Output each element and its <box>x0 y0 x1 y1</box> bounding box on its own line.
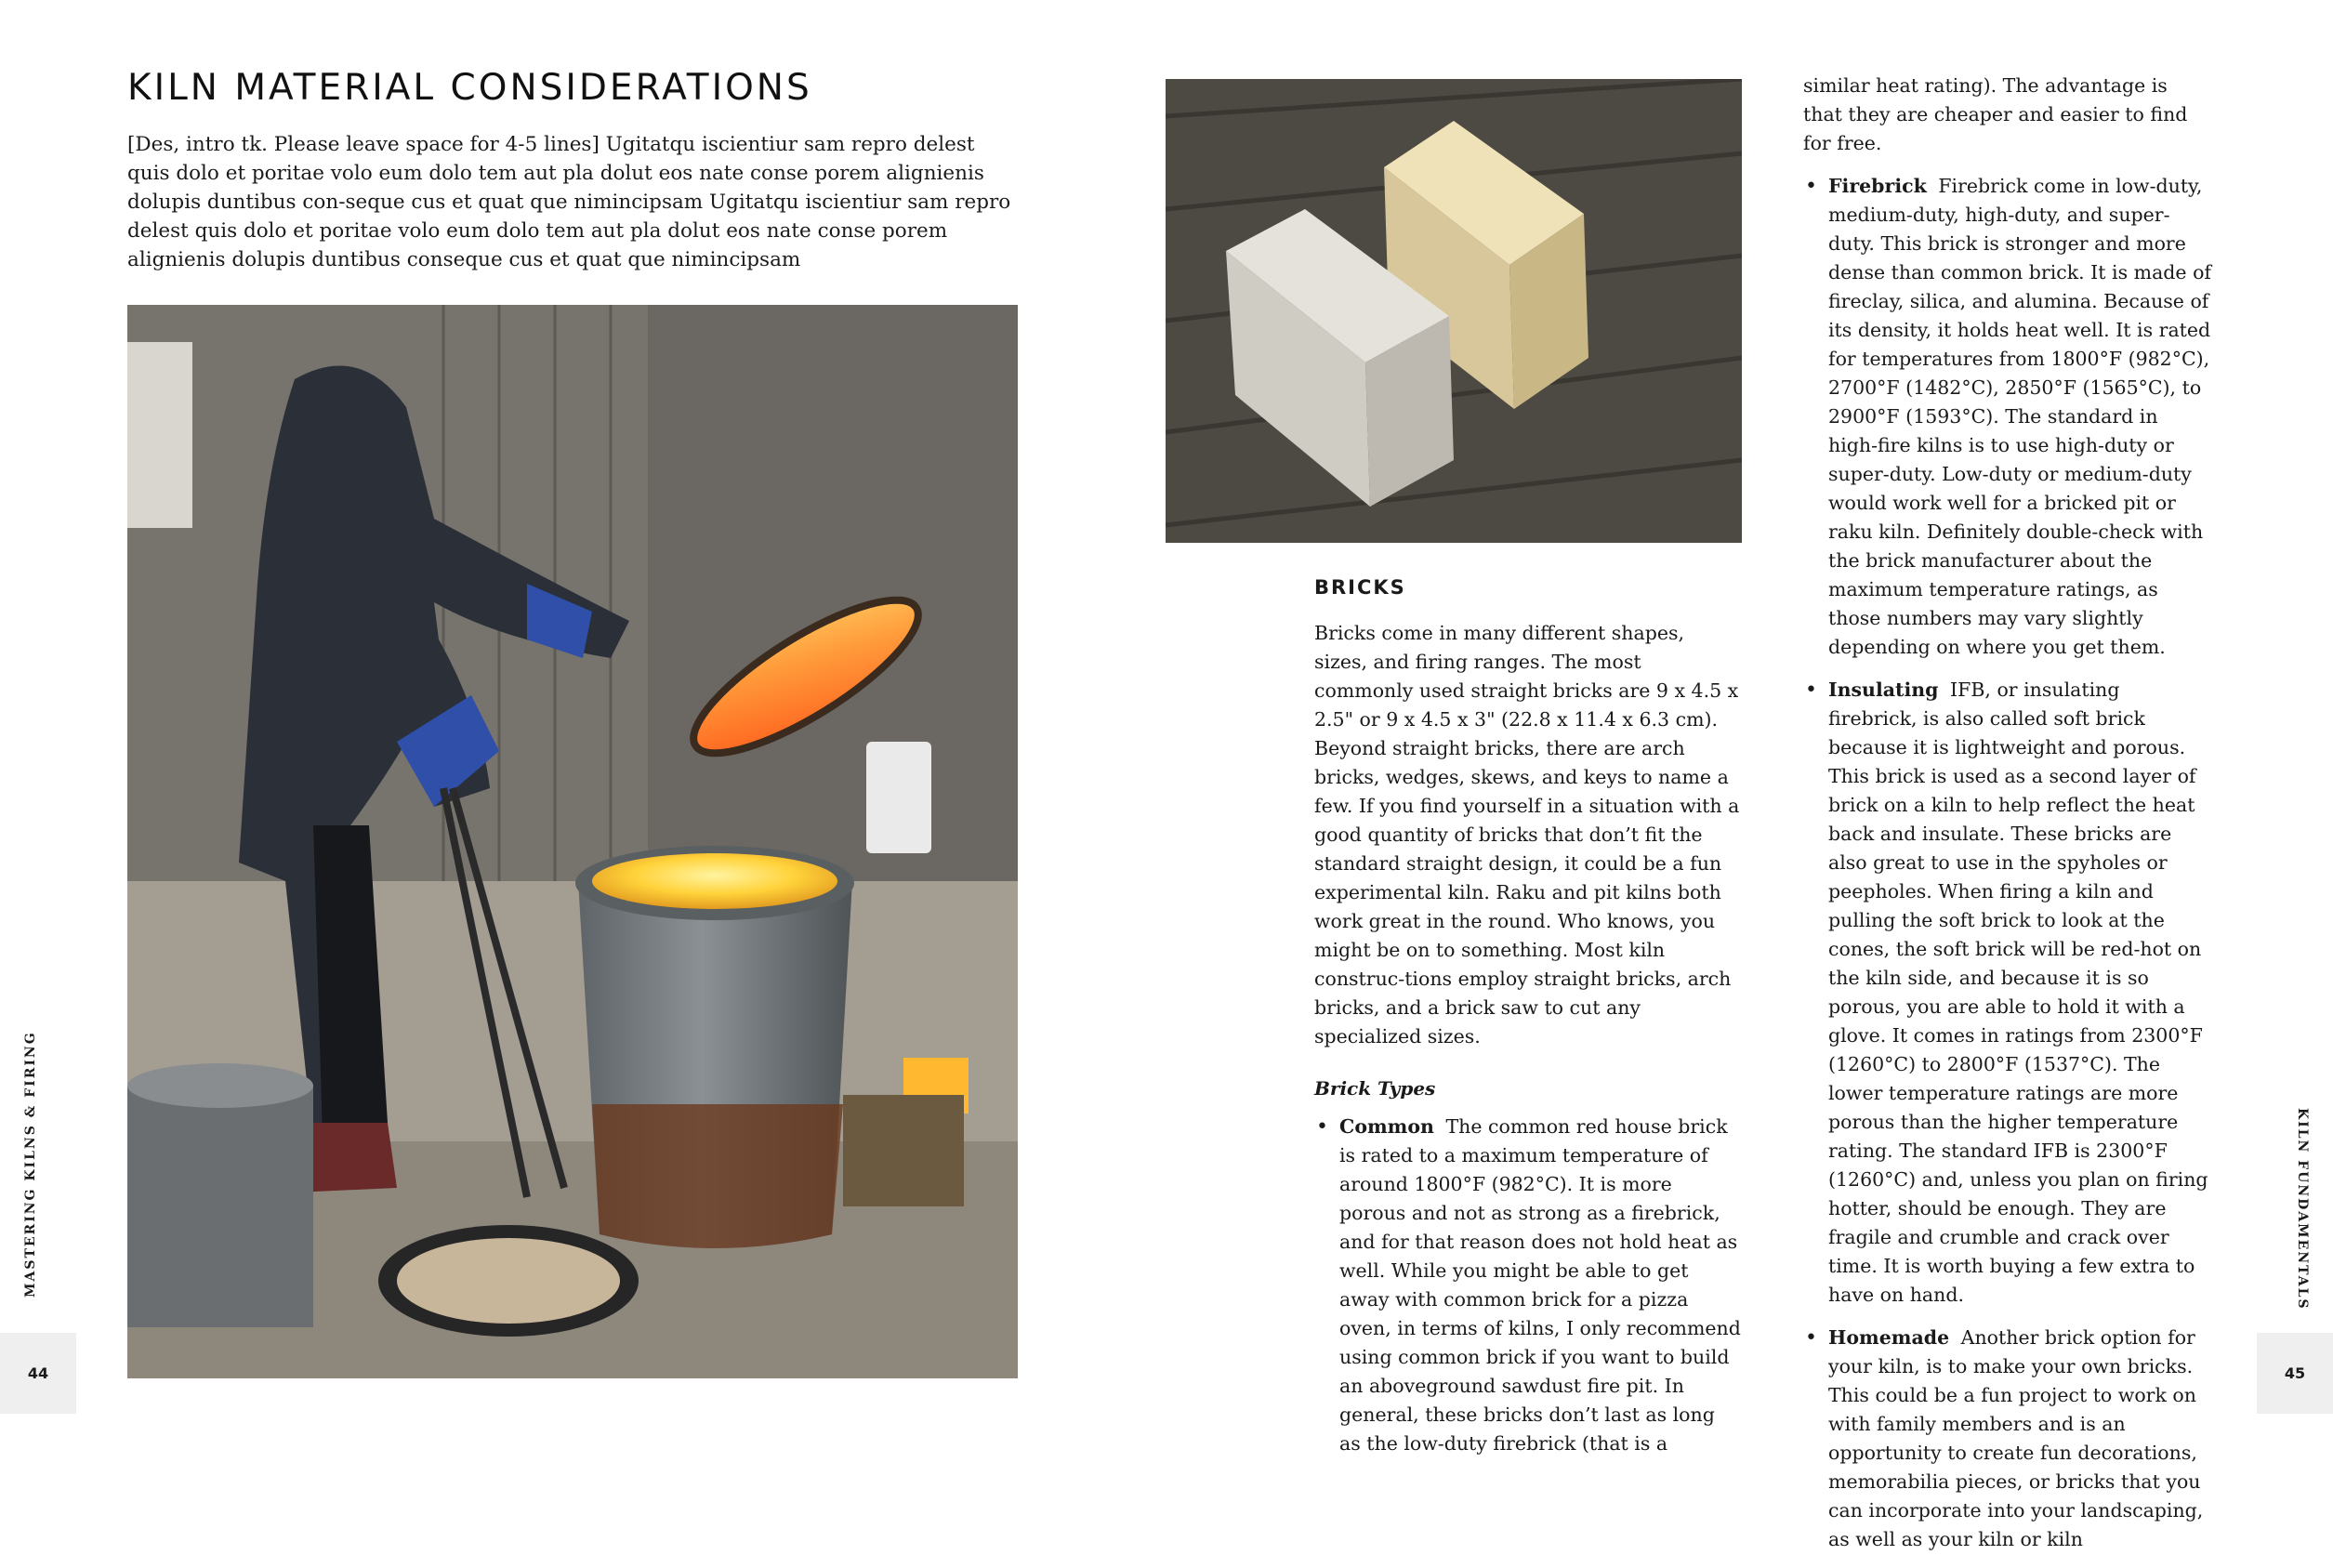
section-title-bricks: BRICKS <box>1314 576 1406 599</box>
photo-raku-firing <box>127 305 1018 1378</box>
term-common: Common <box>1339 1115 1434 1138</box>
brick-types-column-2 <box>1803 72 2212 1568</box>
list-item-homemade <box>1803 1324 2212 1554</box>
running-head-left <box>23 1031 44 1298</box>
brick-types-list <box>1314 1113 1742 1458</box>
page-title: KILN MATERIAL CONSIDERATIONS <box>127 67 812 109</box>
bricks-illustration <box>1166 79 1742 543</box>
brick-types-list-continued <box>1803 172 2212 1554</box>
text-firebrick: Firebrick come in low-duty, medium-duty, high-duty, and super-duty. This brick is stronger and more dense than common brick. It is made of fireclay, silica, and alumina. Because of its density, it holds heat well. It is rated for temperatures from 1800°F (982°C), 2700°F (1482°C), 2850°F (1565°C), to 2900°F (1593°C). The standard in high-fire kilns is to use high-duty or super-duty. Low-duty or medium-duty would work well for a bricked pit or raku kiln. Definitely double-check with the brick manufacturer about the maximum temperature ratings, as those numbers may vary slightly depending on where you get them. <box>1828 175 2211 658</box>
photo-bricks <box>1166 79 1742 543</box>
page-number-right: 45 <box>2257 1333 2333 1414</box>
continuation-paragraph: similar heat rating). The advantage is that they are cheaper and easier to find for free. <box>1803 74 2188 154</box>
running-head-right <box>2289 1108 2310 1311</box>
term-firebrick: Firebrick <box>1828 175 1927 197</box>
list-item-insulating <box>1803 676 2212 1310</box>
list-item-common <box>1314 1113 1742 1458</box>
bricks-paragraph: Bricks come in many different shapes, sizes, and firing ranges. The most commonly used straight bricks are 9 x 4.5 x 2.5" or 9 x 4.5 x 3" (22.8 x 11.4 x 6.3 cm). Beyond straight bricks, there are arch bricks, wedges, skews, and keys to name a few. If you find yourself in a situation with a good quantity of bricks that don’t fit the standard straight design, it could be a fun experimental kiln. Raku and pit kilns both work great in the round. Who knows, you might be on to something. Most kiln construc-tions employ straight bricks, arch bricks, and a brick saw to cut any specialized sizes. <box>1314 622 1740 1048</box>
term-insulating: Insulating <box>1828 679 1939 701</box>
running-head-left-text: MASTERING KILNS & FIRING <box>23 1031 38 1298</box>
running-head-right-text: KILN FUNDAMENTALS <box>2295 1108 2310 1311</box>
bricks-column <box>1314 576 1742 1472</box>
intro-paragraph: [Des, intro tk. Please leave space for 4-5 lines] Ugitatqu iscientiur sam repro delest quis dolo et poritae volo eum dolo tem aut pla dolut eos nate conse porem alignienis dolupis duntibus con-seque cus et quat que nimincipsam Ugitatqu iscientiur sam repro delest quis dolo et poritae volo eum dolo tem aut pla dolut eos nate conse porem alignienis dolupis duntibus conseque cus et quat que nimincipsam <box>127 133 1011 271</box>
term-homemade: Homemade <box>1828 1326 1950 1349</box>
page-number-left: 44 <box>0 1333 76 1414</box>
brick-types-subhead: Brick Types <box>1314 1077 1436 1100</box>
text-homemade: Another brick option for your kiln, is to make your own bricks. This could be a fun project to work on with family members and is an opportunity to create fun decorations, memorabilia pieces, or bricks that you can incorporate into your landscaping, as well as your kiln or kiln <box>1828 1326 2204 1550</box>
list-item-firebrick <box>1803 172 2212 662</box>
text-common: The common red house brick is rated to a maximum temperature of around 1800°F (982°C). It is more porous and not as strong as a firebrick, and for that reason does not hold heat as well. While you might be able to get away with common brick for a pizza oven, in terms of kilns, I only recommend using common brick if you want to build an aboveground sawdust fire pit. In general, these bricks don’t last as long as the low-duty firebrick (that is a <box>1339 1115 1741 1455</box>
text-insulating: IFB, or insulating firebrick, is also called soft brick because it is lightweight and porous. This brick is used as a second layer of brick on a kiln to help reflect the heat back and insulate. These bricks are also great to use in the spyholes or peepholes. When firing a kiln and pulling the soft brick to look at the cones, the soft brick will be red-hot on the kiln side, and because it is so porous, you are able to hold it with a glove. It comes in ratings from 2300°F (1260°C) to 2800°F (1537°C). The lower temperature ratings are more porous than the higher temperature rating. The standard IFB is 2300°F (1260°C) and, unless you plan on firing hotter, should be enough. They are fragile and crumble and crack over time. It is worth buying a few extra to have on hand. <box>1828 679 2208 1306</box>
raku-firing-illustration <box>127 305 1018 1378</box>
